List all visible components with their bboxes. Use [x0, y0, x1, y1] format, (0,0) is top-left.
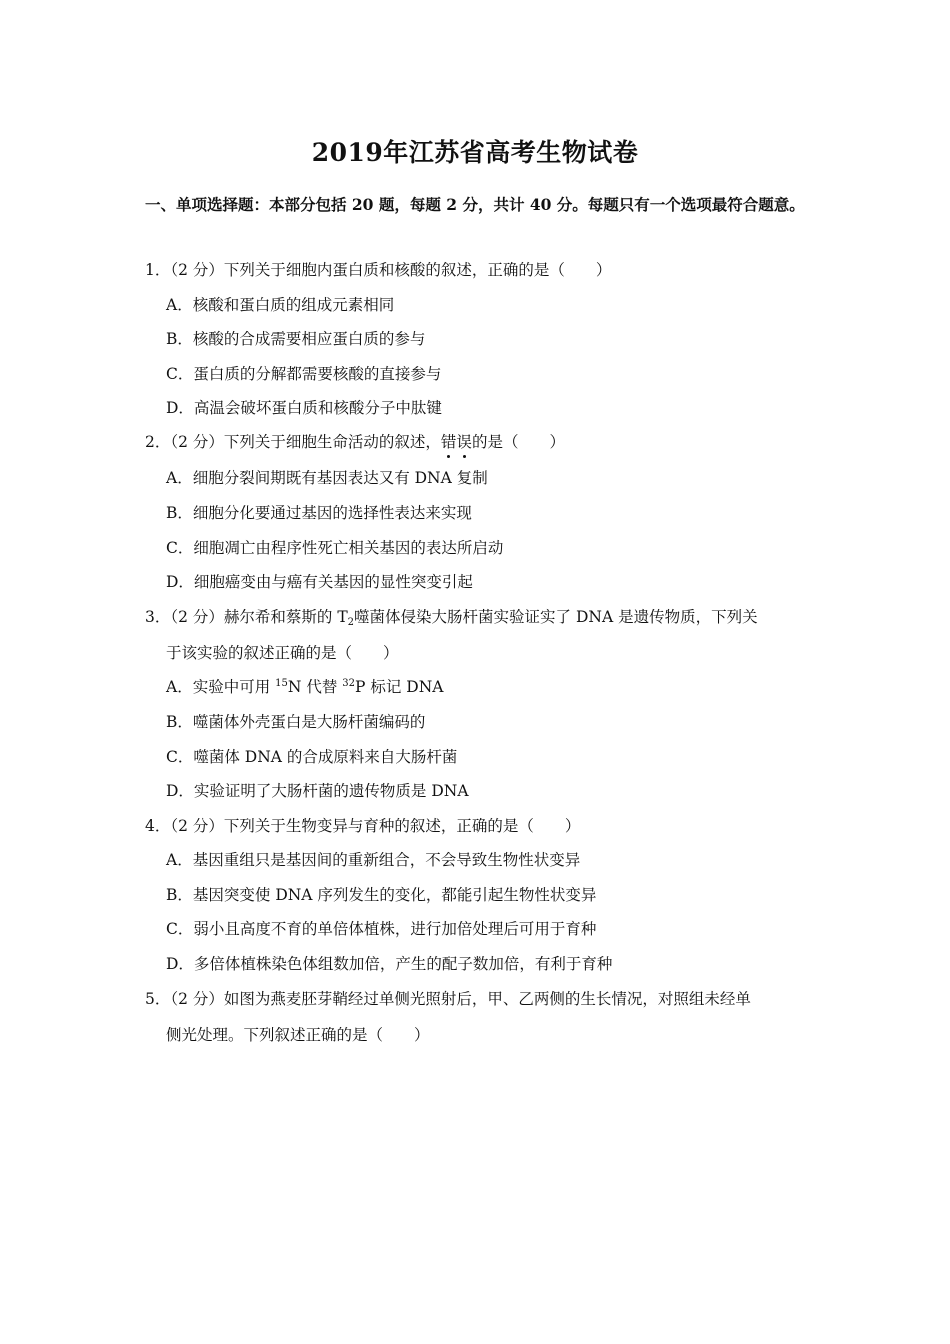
- question-3-option-a: [166, 677, 443, 697]
- question-4-option-d: D．多倍体植株染色体组数加倍，产生的配子数加倍，有利于育种: [166, 955, 613, 973]
- question-5-stem: 5．（2 分）如图为燕麦胚芽鞘经过单侧光照射后，甲、乙两侧的生长情况，对照组未经单: [145, 990, 751, 1008]
- question-2-option-b: B．细胞分化要通过基因的选择性表达来实现: [166, 504, 472, 522]
- emphasis-char-1: 错: [440, 433, 457, 451]
- superscript-15: 15: [275, 678, 288, 689]
- question-3-option-a-post: P 标记 DNA: [355, 678, 444, 696]
- question-1-stem: 1．（2 分）下列关于细胞内蛋白质和核酸的叙述，正确的是（ ）: [145, 261, 612, 279]
- question-3-stem-post: 噬菌体侵染大肠杆菌实验证实了 DNA 是遗传物质，下列关: [354, 608, 758, 626]
- question-1-option-c: C．蛋白质的分解都需要核酸的直接参与: [166, 365, 442, 383]
- question-3-option-b: B．噬菌体外壳蛋白是大肠杆菌编码的: [166, 713, 426, 731]
- question-4-option-a: A．基因重组只是基因间的重新组合，不会导致生物性状变异: [166, 851, 581, 869]
- question-4-stem: 4．（2 分）下列关于生物变异与育种的叙述，正确的是（ ）: [145, 817, 581, 835]
- question-1-option-b: B．核酸的合成需要相应蛋白质的参与: [166, 330, 426, 348]
- section-instructions: 一、单项选择题：本部分包括 20 题，每题 2 分，共计 40 分。每题只有一个选项最符合题意。: [145, 195, 805, 214]
- question-2-option-c: C．细胞凋亡由程序性死亡相关基因的表达所启动: [166, 539, 504, 557]
- question-3-option-c: C．噬菌体 DNA 的合成原料来自大肠杆菌: [166, 748, 458, 766]
- question-5-stem-line2: 侧光处理。下列叙述正确的是（ ）: [166, 1026, 430, 1044]
- question-3-stem: [145, 607, 758, 627]
- question-2-stem-post: 的是（ ）: [471, 433, 565, 451]
- question-2-option-a: A．细胞分裂间期既有基因表达又有 DNA 复制: [166, 469, 488, 487]
- question-1-option-d: D．高温会破坏蛋白质和核酸分子中肽键: [166, 399, 442, 417]
- question-3-stem-pre: 3．（2 分）赫尔希和蔡斯的 T: [145, 608, 348, 626]
- question-4-option-c: C．弱小且高度不育的单倍体植株，进行加倍处理后可用于育种: [166, 920, 597, 938]
- question-3-option-a-pre: A．实验中可用: [166, 678, 276, 696]
- question-3-option-d: D．实验证明了大肠杆菌的遗传物质是 DNA: [166, 782, 469, 800]
- emphasis-char-2: 误: [456, 433, 472, 451]
- question-2-stem: [145, 432, 565, 452]
- question-1-option-a: A．核酸和蛋白质的组成元素相同: [166, 296, 395, 314]
- question-4-option-b: B．基因突变使 DNA 序列发生的变化，都能引起生物性状变异: [166, 886, 597, 904]
- question-3-option-a-mid: N 代替: [287, 678, 343, 696]
- question-2-option-d: D．细胞癌变由与癌有关基因的显性突变引起: [166, 573, 473, 591]
- question-2-stem-pre: 2．（2 分）下列关于细胞生命活动的叙述，: [145, 433, 441, 451]
- subscript-2: 2: [347, 617, 355, 628]
- superscript-32: 32: [342, 678, 356, 689]
- exam-title: 2019年江苏省高考生物试卷: [311, 138, 639, 167]
- question-3-stem-line2: 于该实验的叙述正确的是（ ）: [166, 644, 399, 662]
